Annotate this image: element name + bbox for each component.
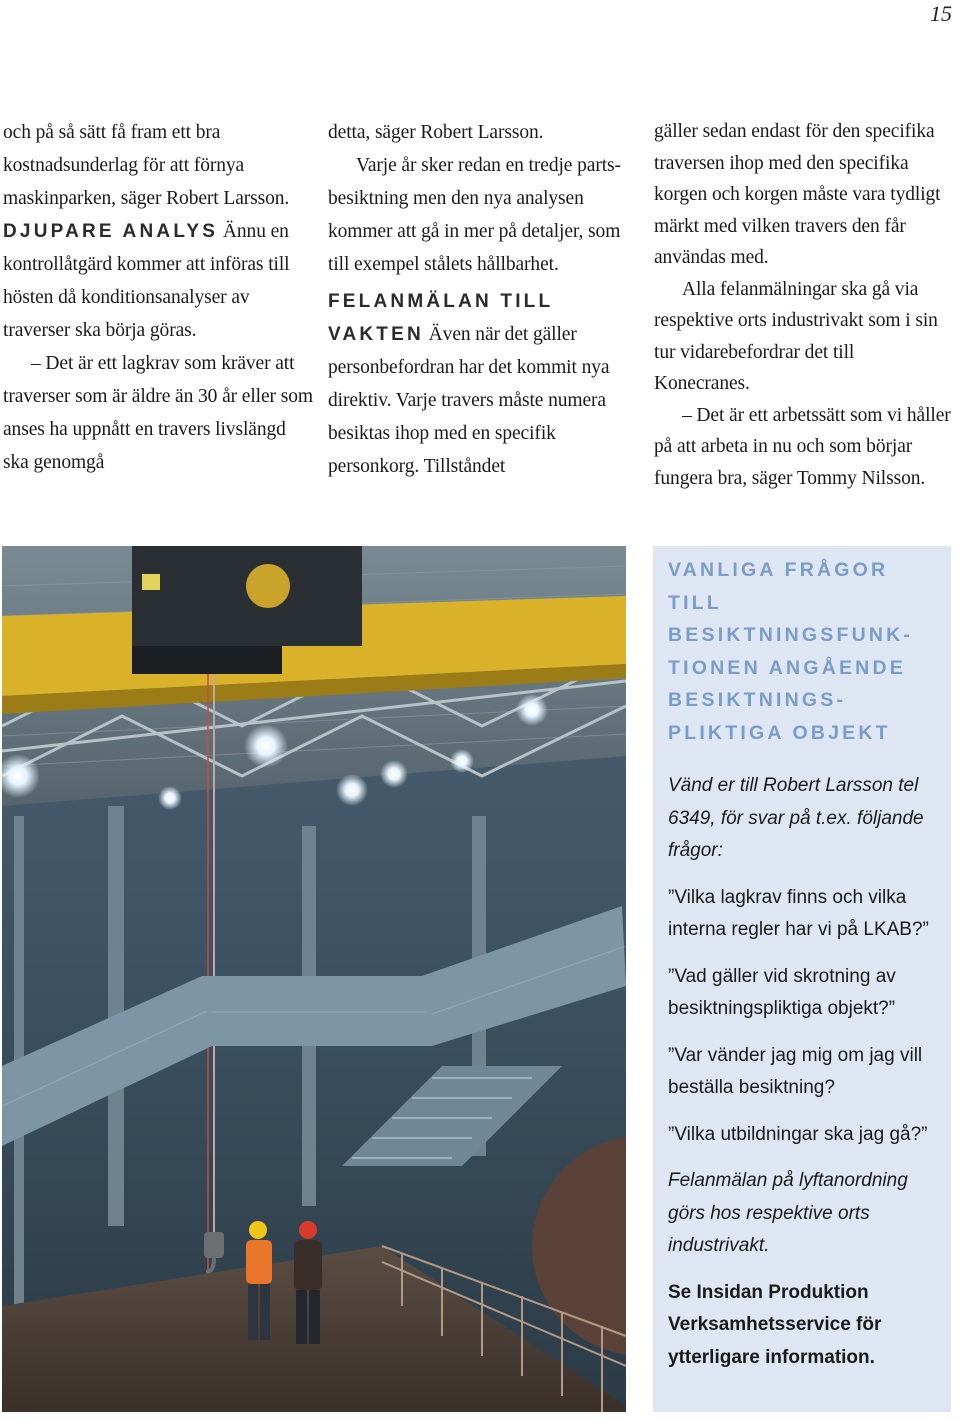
faq-question: ”Vilka lagkrav finns och vilka interna regler har vi på LKAB?”	[668, 886, 929, 940]
subheading-djupare-analys: DJUPARE ANALYS	[3, 221, 219, 242]
sidebar-title: VANLIGA FRÅGOR TILL BESIKTNINGSFUNKTIONEN ANGÅENDE BESIKTNINGSPLIKTIGA OBJEKT	[668, 559, 910, 744]
paragraph: och på så sätt få fram ett bra kostnadsunderlag för att förnya maskinparken, säger Robert Larsson.	[3, 122, 290, 209]
article-column-2	[328, 116, 628, 483]
sidebar-report-note: Felanmälan på lyftanordning görs hos respektive orts industrivakt.	[668, 1170, 908, 1256]
faq-question: ”Vad gäller vid skrotning av besiktningspliktiga objekt?”	[668, 965, 896, 1019]
paragraph: – Det är ett arbetssätt som vi håller på att arbeta in nu och som börjar fungera bra, säger Tommy Nilsson.	[654, 404, 951, 489]
article-column-1	[3, 116, 315, 479]
paragraph: detta, säger Robert Larsson.	[328, 122, 544, 143]
sidebar-reference: Se Insidan Produktion Verksamhetsservice för ytterligare information.	[668, 1281, 882, 1368]
paragraph: Alla felanmälningar ska gå via respektive orts industrivakt som i sin tur vidarebefordrar det till Konecranes.	[654, 278, 938, 394]
crane-hall-photo	[2, 546, 626, 1412]
paragraph: – Det är ett lagkrav som kräver att traverser som är äldre än 30 år eller som anses ha uppnått en travers livslängd ska genomgå	[3, 353, 313, 473]
hoist-drum	[246, 564, 290, 608]
crane-hall-illustration	[2, 546, 626, 1412]
crane-trolley	[132, 546, 362, 646]
paragraph-with-subheading	[328, 285, 628, 483]
paragraph-text: Även när det gäller personbefordran har det kommit nya direktiv. Varje travers måste numera besiktas ihop med en specifik personkorg. Tillståndet	[328, 324, 610, 477]
paragraph: gäller sedan endast för den specifika traversen ihop med den specifika korgen och korgen måste vara tydligt märkt med vilken travers den får användas med.	[654, 121, 941, 268]
faq-question: ”Var vänder jag mig om jag vill beställa besiktning?	[668, 1044, 923, 1098]
paragraph-text: Ännu en kontrollåtgärd kommer att införas till hösten då konditionsanalyser av traverser ska börja göras.	[3, 221, 290, 341]
page-number: 15	[930, 1, 952, 26]
faq-sidebar	[653, 546, 951, 1412]
crane-hook-block	[204, 1232, 224, 1258]
paragraph-with-subheading	[3, 215, 315, 347]
sidebar-intro: Vänd er till Robert Larsson tel 6349, för svar på t.ex. följande frågor:	[668, 775, 924, 861]
article-column-3	[654, 116, 954, 494]
faq-question: ”Vilka utbildningar ska jag gå?”	[668, 1123, 928, 1145]
paragraph: Varje år sker redan en tredje parts-besiktning men den nya analysen kommer att gå in mer på detaljer, som till exempel stålets hållbarhet.	[328, 155, 621, 275]
subheading-felanmalan: FELANMÄLAN TILL VAKTEN	[328, 291, 553, 345]
